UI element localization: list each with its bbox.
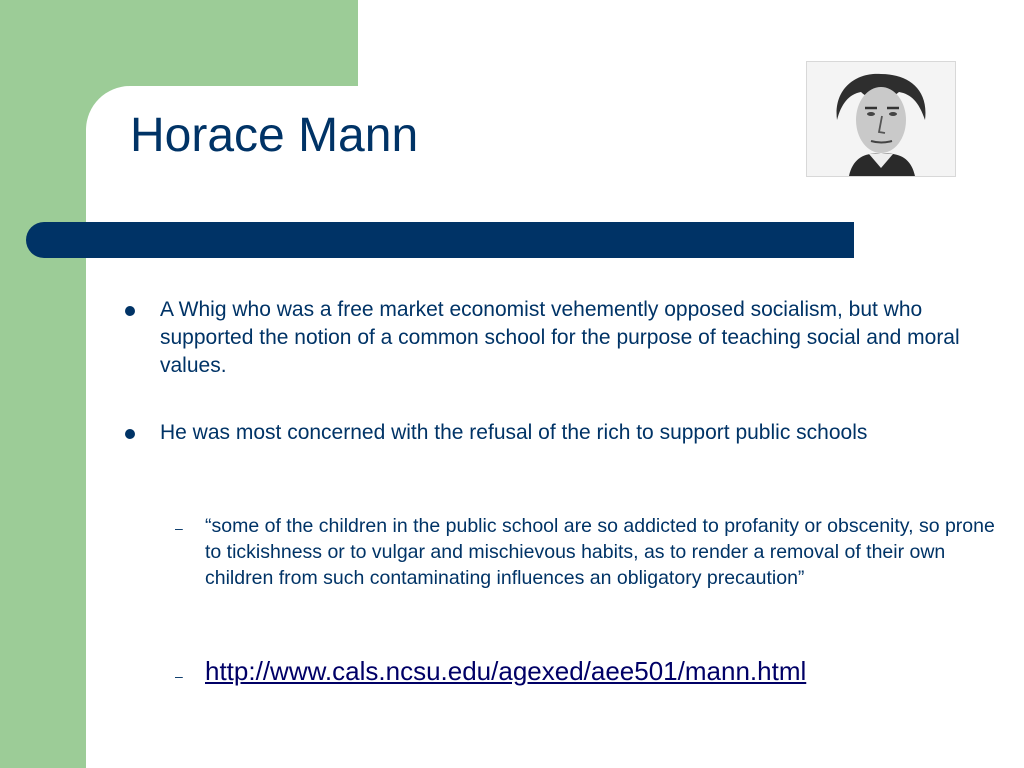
bullet-text-1: A Whig who was a free market economist vehemently opposed socialism, but who supported the notion of a common school for the purpose of teaching social and moral values.	[160, 298, 960, 377]
quote-text: “some of the children in the public school are so addicted to profanity or obscenity, so prone to tickishness or to vulgar and mischievous habits, as to render a removal of their own children from such contaminating influences an obligatory precaution”	[205, 515, 995, 589]
sub-bullet-dash: –	[175, 668, 183, 684]
slide-title: Horace Mann	[130, 109, 419, 162]
bullet-dot	[125, 306, 135, 316]
bullet-text-2: He was most concerned with the refusal of the rich to support public schools	[160, 421, 868, 444]
source-link[interactable]: http://www.cals.ncsu.edu/agexed/aee501/mann.html	[205, 656, 807, 686]
bullet-dot	[125, 429, 135, 439]
sub-bullet-dash: –	[175, 520, 183, 536]
